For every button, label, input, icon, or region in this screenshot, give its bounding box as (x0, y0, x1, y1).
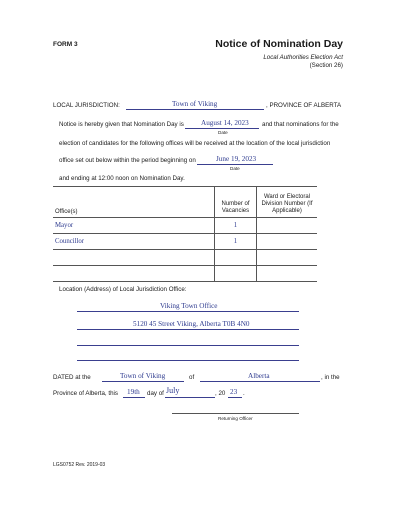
nomination-date[interactable]: August 14, 2023 (201, 119, 249, 127)
dated-place-line (102, 381, 184, 382)
notice-prefix: Notice is hereby given that Nomination Day is (59, 121, 184, 128)
dated-year-prefix: , 20 (215, 390, 226, 397)
table-row (53, 234, 317, 250)
dated-period: . (243, 390, 245, 397)
dated-in-the: , in the (321, 374, 340, 381)
vacancies-cell[interactable]: 1 (215, 234, 257, 250)
ward-cell[interactable] (257, 234, 318, 250)
dated-of: of (189, 374, 195, 381)
page-title: Notice of Nomination Day (215, 38, 343, 50)
location-line2[interactable]: 5120 45 Street Viking, Alberta T0B 4N0 (133, 320, 250, 328)
dated-day-of: day of (147, 390, 164, 397)
date-caption: Date (218, 130, 228, 135)
jurisdiction-label: LOCAL JURISDICTION: (53, 102, 120, 109)
act-section: (Section 26) (309, 62, 343, 69)
location-rule-2 (77, 329, 299, 330)
notice-line2: election of candidates for the following offices will be received at the location of the local jurisdiction (59, 140, 331, 147)
vacancies-cell[interactable] (215, 266, 257, 282)
dated-place[interactable]: Town of Viking (120, 372, 166, 380)
dated-prefix: DATED at the (53, 374, 91, 381)
act-name: Local Authorities Election Act (263, 54, 343, 61)
table-row (53, 266, 317, 282)
location-rule-1 (77, 311, 299, 312)
header-vacancies: Number of Vacancies (215, 187, 257, 218)
nomination-date-line (185, 128, 259, 129)
office-cell[interactable] (53, 250, 215, 266)
signature-line[interactable] (172, 413, 299, 414)
header-offices: Office(s) (53, 187, 215, 218)
location-line1[interactable]: Viking Town Office (160, 302, 218, 310)
dated-month[interactable]: July (166, 386, 180, 395)
office-cell[interactable]: Mayor (53, 218, 215, 234)
ward-cell[interactable] (257, 250, 318, 266)
ward-cell[interactable] (257, 266, 318, 282)
form-number: FORM 3 (53, 41, 78, 48)
form-code: LGS0752 Rev. 2019-03 (53, 462, 106, 468)
notice-line3: office set out below within the period beginning on (59, 157, 196, 164)
year-line (228, 397, 242, 398)
period-start-date[interactable]: June 19, 2023 (216, 155, 257, 163)
location-rule-4 (77, 360, 299, 361)
vacancies-cell[interactable] (215, 250, 257, 266)
month-line (165, 397, 215, 398)
table-row (53, 250, 317, 266)
jurisdiction-line (126, 109, 264, 110)
dated-year[interactable]: 23 (230, 388, 238, 396)
table-row (53, 218, 317, 234)
offices-table (53, 186, 317, 282)
office-cell[interactable]: Councillor (53, 234, 215, 250)
day-line (123, 397, 145, 398)
dated-province[interactable]: Alberta (248, 372, 270, 380)
dated-line2: Province of Alberta, this (53, 390, 119, 397)
header-ward: Ward or Electoral Division Number (If Applicable) (257, 187, 318, 218)
vacancies-cell[interactable]: 1 (215, 218, 257, 234)
location-label: Location (Address) of Local Jurisdiction Office: (59, 286, 187, 293)
ward-cell[interactable] (257, 218, 318, 234)
notice-line4: and ending at 12:00 noon on Nomination Day. (59, 175, 185, 182)
notice-suffix: and that nominations for the (262, 121, 339, 128)
dated-day[interactable]: 19th (127, 388, 140, 396)
jurisdiction-value[interactable]: Town of Viking (172, 100, 218, 108)
office-cell[interactable] (53, 266, 215, 282)
location-rule-3 (77, 345, 299, 346)
jurisdiction-suffix: , PROVINCE OF ALBERTA (266, 102, 342, 109)
signature-caption: Returning Officer (218, 416, 253, 421)
dated-province-line (200, 381, 320, 382)
table-header-row (53, 187, 317, 218)
date-caption-2: Date (230, 166, 240, 171)
period-start-line (197, 164, 273, 165)
